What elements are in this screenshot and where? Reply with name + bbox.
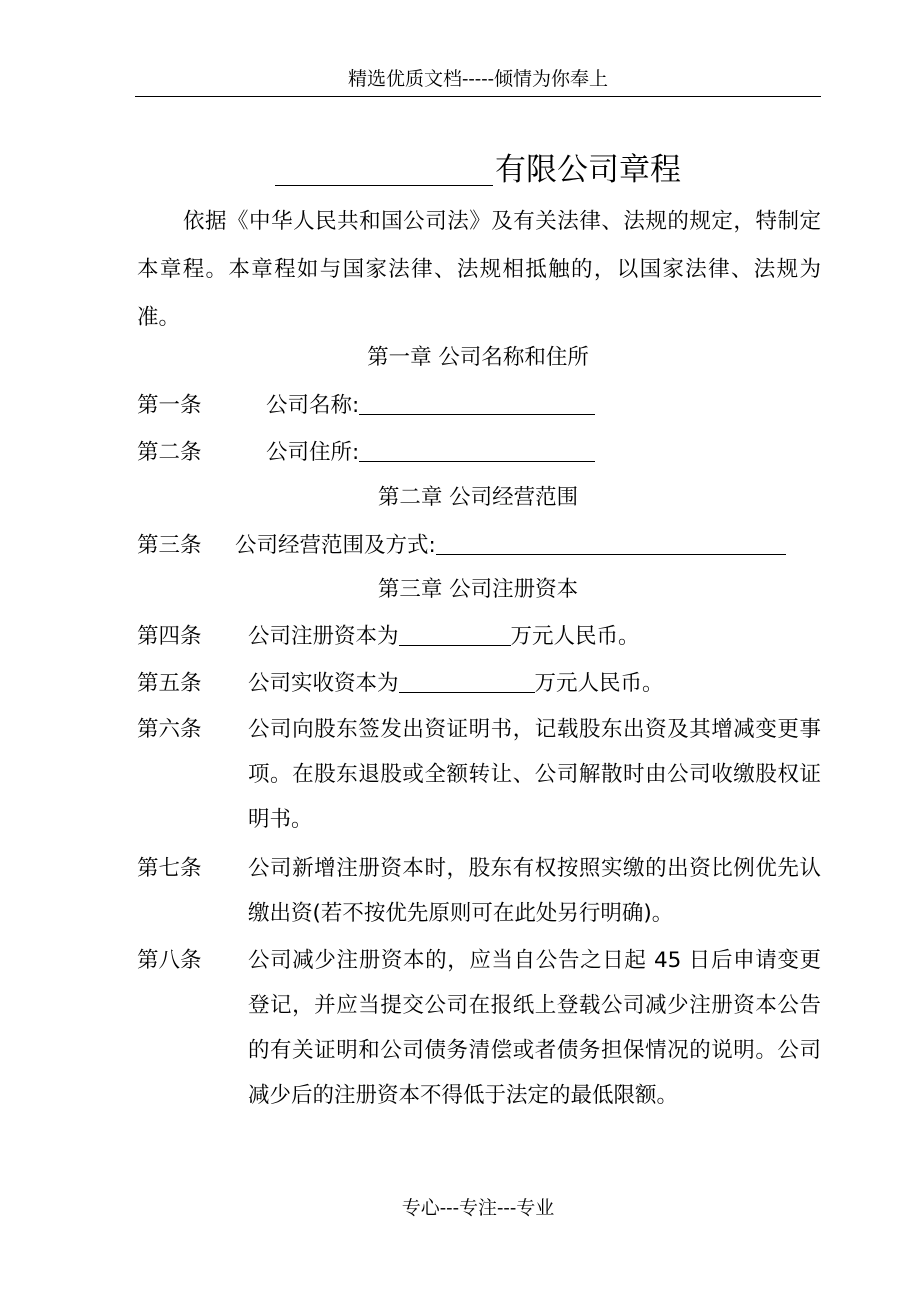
article-number: 第八条 bbox=[137, 948, 202, 973]
article-text: 公司减少注册资本的，应当自公告之日起 45 日后申请变更登记，并应当提交公司在报纸上登载公司减少注册资本公告的有关证明和公司债务清偿或者债务担保情况的说明。公司减少后的注册资本不得低于法定的最低限额。 bbox=[248, 948, 821, 1108]
article-1 bbox=[137, 383, 821, 428]
article-5 bbox=[137, 661, 821, 706]
article-text: 公司新增注册资本时，股东有权按照实缴的出资比例优先认缴出资(若不按优先原则可在此处另行明确)。 bbox=[248, 856, 821, 926]
article-text: 公司住所: bbox=[266, 440, 360, 465]
chapter-2-heading: 第二章 公司经营范围 bbox=[377, 485, 579, 510]
article-number: 第三条 bbox=[137, 533, 202, 558]
company-name-blank bbox=[275, 149, 493, 186]
article-number: 第五条 bbox=[137, 671, 202, 696]
article-text: 公司名称: bbox=[266, 393, 360, 418]
article-text-after: 万元人民币。 bbox=[534, 671, 664, 696]
article-text: 公司经营范围及方式: bbox=[235, 533, 436, 558]
paid-in-capital-field bbox=[399, 668, 535, 693]
article-text-after: 万元人民币。 bbox=[510, 624, 640, 649]
article-8 bbox=[137, 938, 821, 1118]
preamble: 依据《中华人民共和国公司法》及有关法律、法规的规定，特制定本章程。本章程如与国家法律、法规相抵触的，以国家法律、法规为准。 bbox=[137, 209, 821, 330]
article-number: 第一条 bbox=[137, 393, 202, 418]
page-footer: 专心---专注---专业 bbox=[401, 1197, 555, 1219]
article-6 bbox=[137, 707, 821, 842]
business-scope-field bbox=[436, 530, 786, 555]
company-address-field bbox=[359, 437, 595, 462]
article-7 bbox=[137, 846, 821, 936]
article-3 bbox=[137, 523, 821, 568]
article-text-before: 公司注册资本为 bbox=[248, 624, 399, 649]
article-text-before: 公司实收资本为 bbox=[248, 671, 399, 696]
article-number: 第四条 bbox=[137, 624, 202, 649]
article-number: 第七条 bbox=[137, 856, 202, 881]
article-4 bbox=[137, 614, 821, 659]
article-number: 第二条 bbox=[137, 440, 202, 465]
registered-capital-field bbox=[399, 621, 511, 646]
company-name-field bbox=[359, 390, 595, 415]
article-text: 公司向股东签发出资证明书，记载股东出资及其增减变更事项。在股东退股或全额转让、公司解散时由公司收缴股权证明书。 bbox=[248, 717, 821, 832]
chapter-1-heading: 第一章 公司名称和住所 bbox=[367, 345, 589, 370]
document-title bbox=[135, 145, 821, 195]
page-header: 精选优质文档-----倾情为你奉上 bbox=[135, 64, 821, 97]
article-number: 第六条 bbox=[137, 717, 202, 742]
chapter-3-heading: 第三章 公司注册资本 bbox=[377, 577, 579, 602]
article-2 bbox=[137, 430, 821, 475]
title-text: 有限公司章程 bbox=[495, 152, 681, 188]
